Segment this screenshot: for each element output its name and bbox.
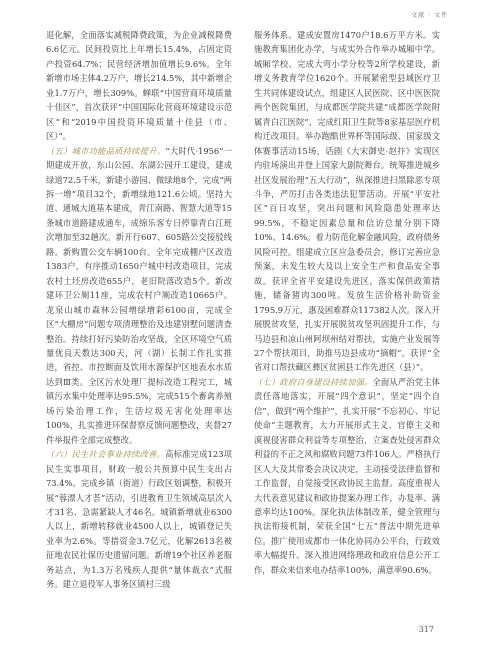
- section-body: 全面从严治党主体责任落地落实，开展“四个意识”，坚定“四个自信”，做到“两个维护”，扎实开展“不忘初心、牢记使命”主题教育，大力开展形式主义、官僚主义和漠视侵害群众利益等专项整治，立案查处侵害群众利益的不正之风和腐败问题73件106人。严格执行区人大及其常委会决议决定，主动接受法律监督和工作监督，自觉接受区政协民主监督。高度重视人大代表意见建议和政协提案办理工作，办复率、满意率均达100%。深化执法体制改革，健全管理与执法衔接机制，荣获全国“七五”普法中期先进单位。推广使用成都市一体化协同办公平台，行政效率大幅提升。深入推进网络理政和政府信息公开工作，群众来信来电办结率100%，满意率90.6%。: [254, 376, 440, 575]
- section-paragraph: [46, 144, 232, 448]
- paragraph-continued: 退化解，全面落实减税降费政策，为企业减税降费6.6亿元。民间投资比上年增长15.4%，占固定资产投资64.7%；民营经济增加值增长9.6%。全年新增市场主体4.2万户，增长214.5%，其中新增企业1.7万户，增长309%。蝉联“中国营商环境质量十佳区”，首次获评“中国国际化营商环境建设示范区”和“2019中国投资环境质量十佳县（市、区）”。: [46, 30, 232, 142]
- section-body: 高标准完成123项民生实事项目，财政一般公共预算中民生支出占73.4%。完成乡镇（街道）行政区划调整，积极开展“蓉漂人才荟”活动，引进教育卫生领域高层次人才31名、急需紧缺人才46名。城镇新增就业6300人以上，新增转移就业4500人以上，城镇登记失业率为2.6%。等措资金3.7亿元，化解2613名被征地农民社保历史遗留问题。新增19个社区养老服务站点，为1.3万名残疾人提供“量体裁衣”式服务。建立退役军人事务区镇村三级: [46, 449, 232, 590]
- section-heading: （六）民生社会事业持续改善。: [46, 449, 166, 460]
- section-paragraph: [254, 375, 440, 577]
- running-header: 文献 · 文件: [411, 12, 448, 19]
- right-column: [254, 28, 440, 620]
- section-heading: （七）政府自身建设持续加强。: [254, 376, 373, 387]
- left-column: [46, 28, 232, 620]
- text-columns: [46, 28, 440, 620]
- section-heading: （五）城市功能品质持续提升。: [46, 145, 166, 156]
- section-paragraph: [46, 447, 232, 592]
- paragraph-continued: 服务体系。建成安置房1470户18.6万平方米。实施教育集团化办学，与成实外合作举办城厢中学。城厢学校、完成大弯小学分校等2所学校建设，新增义务教育学位1620个。开展紧密型县域医疗卫生共同体建设试点，组建区人民医院、区中医医院两个医院集团，与成都医学院共建“成都医学院附属青白江医院”，完成红阳卫生院等8家基层医疗机构迁改项目。举办跑酷世界杯等国际级、国家级文体赛事活动15场，话剧《大宋御史·赵抃》实现区内驻场演出并登上国家大剧院舞台。统筹推进城乡社区发展治理“五大行动”，纵深推进扫黑除恶专项斗争，严厉打击各类违法犯罪活动。开展“平安社区”百日攻坚，突出问题和风险隐患处理率达99.5%，不稳定因素总量和信访总量分别下降10%、14.6%。着力防范化解金融风险，政府债务风险可控。组建成立区应急委员会，修订完善应急预案，未发生较大及以上安全生产和食品安全事故。获评全省平安建设先进区，落实保供政策措施，储备猪肉300吨。发放生活价格补助资金1795.9万元，惠及困难群众117382人次。深入开展脱贫攻坚，扎实开展脱贫攻坚巩固提升工作，与马边县和凉山州阿坝州结对帮扶，实施产业发展等27个帮扶项目，助推马边县成功“摘帽”。获评“全省对口帮扶藏区彝区贫困县工作先进区（县）”。: [254, 30, 440, 373]
- page-number: 317: [418, 625, 434, 634]
- section-body: “大时代·1956”一期建成开放，东山公园、东湖公园开工建设，建成绿道72.5千米，新建小游园、微绿地8个，完成“两拆一增”项目32个，新增绿地121.6公顷。坚持大道、通城大道基本建成，青江南路、智慧大道等15条城市道路建成通车，成绵乐客专日停靠青白江班次增加至32趟次。新开行607、605路公交接驳线路。新购置公交车辆100台。全年完成棚户区改造1383户，有序推动1650户城中村改造项目，完成农村土坯房改造655户，老旧院落改造5个。新改建环卫公厕11座，完成农村户厕改造10665户。龙泉山城市森林公园增绿增彩6100亩，完成全区“大棚房”问题专项清理整治及违建别墅问题清查整治。持续打好污染防治攻坚战，全区环境空气质量优良天数达300天，河（湖）长制工作扎实推进，省控、市控断面及饮用水源保护区地表水水质达到Ⅲ类。全区污水处理厂提标改造工程完工，城镇污水集中处理率达95.5%，完成515个畜禽养殖场污染治理工作，生活垃圾无害化处理率达100%，扎实推进环保督察反馈问题整改，夹督27件举报件全部完成整改。: [46, 145, 232, 445]
